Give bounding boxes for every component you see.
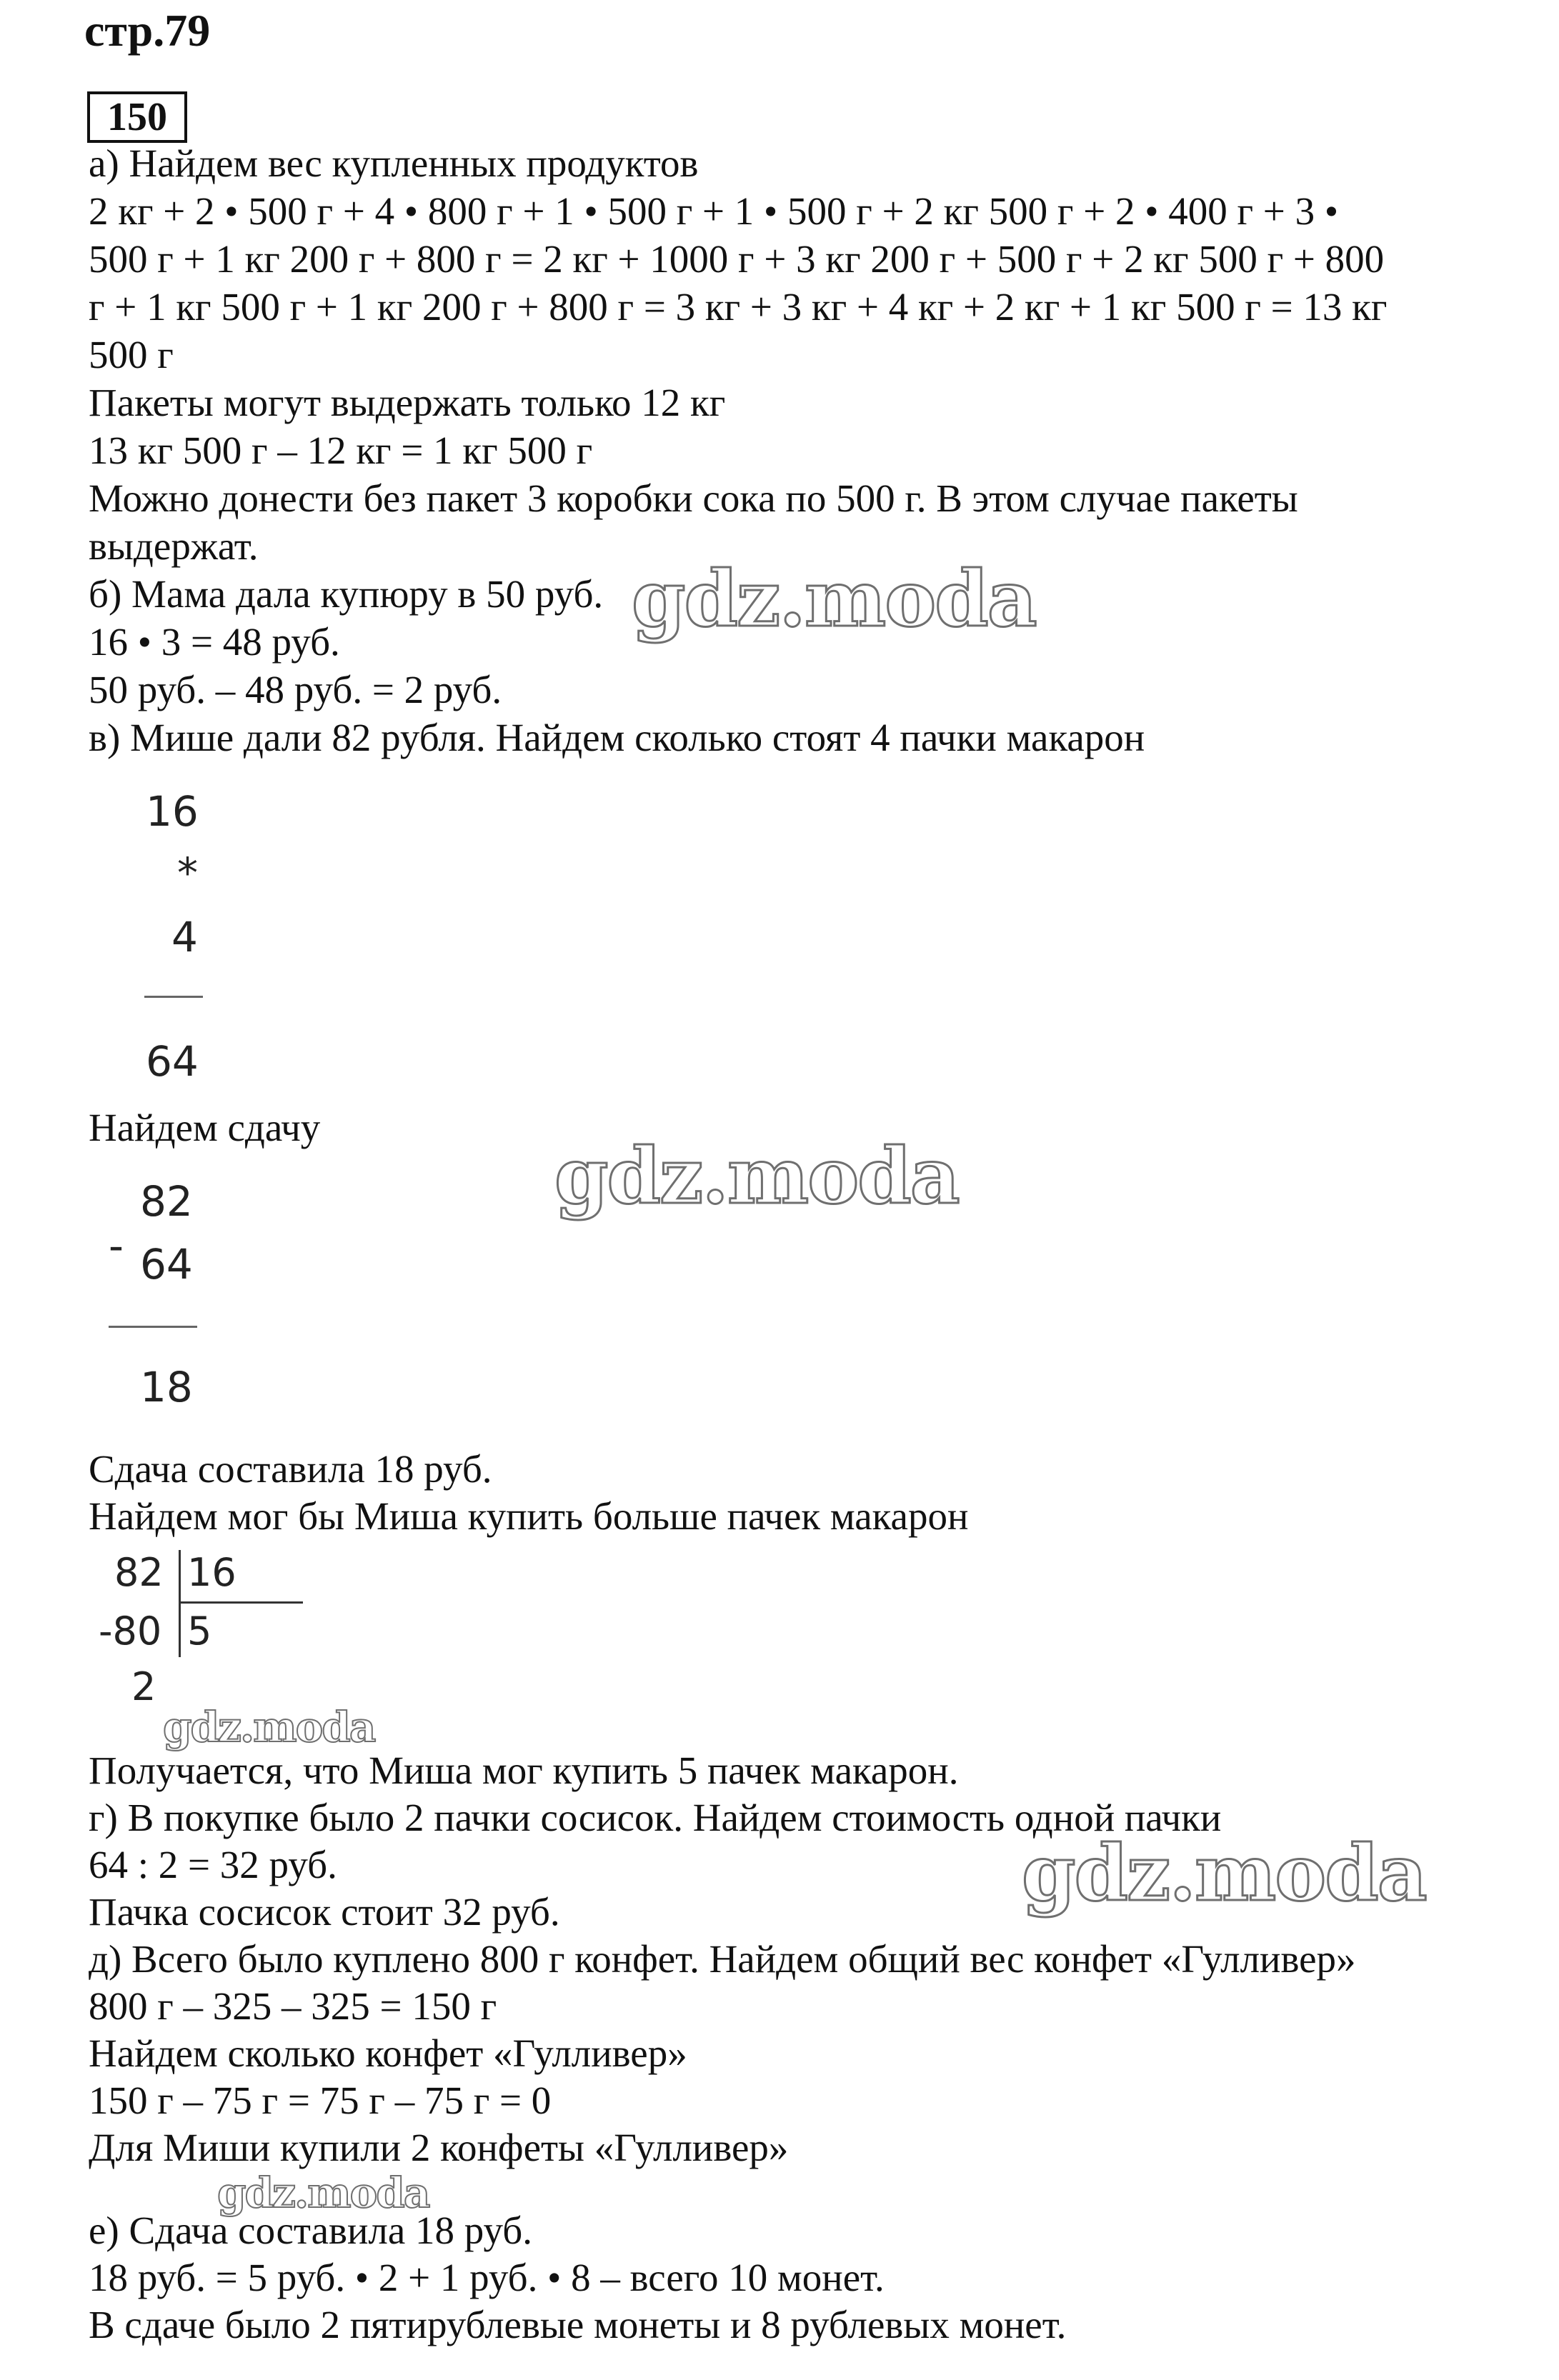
div-remainder: 2 [131, 1664, 156, 1709]
sub-minuend: 82 [140, 1177, 193, 1226]
sub-result: 18 [140, 1363, 193, 1411]
part-d-calc-1: 800 г – 325 – 325 = 150 г [89, 1984, 497, 2028]
part-a-intro: а) Найдем вес купленных продуктов [89, 141, 699, 185]
part-d-count-intro: Найдем сколько конфет «Гулливер» [89, 2031, 687, 2075]
mult-operator: * [177, 849, 198, 897]
div-quotient: 5 [187, 1609, 212, 1654]
change-result: Сдача составила 18 руб. [89, 1447, 492, 1491]
watermark-logo: gdz.moda [217, 2169, 429, 2217]
watermark-logo: gdz.moda [163, 1703, 375, 1751]
mult-result-rule [144, 996, 203, 998]
sub-operator: - [109, 1221, 124, 1270]
task-number-badge: 150 [87, 91, 187, 143]
sub-result-rule [109, 1326, 197, 1328]
mult-factor-a: 16 [146, 787, 199, 836]
part-d-calc-2: 150 г – 75 г = 75 г – 75 г = 0 [89, 2079, 552, 2122]
part-e-intro: е) Сдача составила 18 руб. [89, 2209, 533, 2252]
sub-subtrahend: 64 [140, 1240, 193, 1289]
part-g-result: Пачка сосисок стоит 32 руб. [89, 1890, 560, 1934]
part-e-calc: 18 руб. = 5 руб. • 2 + 1 руб. • 8 – всего 10 монет. [89, 2256, 885, 2299]
div-subtrahend: -80 [99, 1609, 162, 1654]
mult-factor-b: 4 [171, 913, 198, 961]
part-a-bag-limit: Пакеты могут выдержать только 12 кг [89, 381, 726, 424]
part-g-calc: 64 : 2 = 32 руб. [89, 1843, 337, 1886]
div-divisor: 16 [187, 1550, 236, 1595]
part-a-calc-line-2: 500 г + 1 кг 200 г + 800 г = 2 кг + 1000 г + 3 кг 200 г + 500 г + 2 кг 500 г + 800 [89, 237, 1385, 281]
div-dividend: 82 [114, 1550, 164, 1595]
more-packs-intro: Найдем мог бы Миша купить больше пачек макарон [89, 1494, 969, 1538]
div-vertical-rule [179, 1550, 181, 1657]
part-b-calc-1: 16 • 3 = 48 руб. [89, 620, 340, 664]
part-a-conclusion-line-2: выдержат. [89, 524, 259, 568]
part-g-intro: г) В покупке было 2 пачки сосисок. Найдем стоимость одной пачки [89, 1796, 1222, 1839]
change-intro: Найдем сдачу [89, 1106, 321, 1149]
watermark-logo: gdz.moda [632, 554, 1036, 644]
part-b-calc-2: 50 руб. – 48 руб. = 2 руб. [89, 668, 502, 711]
watermark-logo: gdz.moda [1022, 1829, 1426, 1919]
part-a-calc-line-3: г + 1 кг 500 г + 1 кг 200 г + 800 г = 3 кг + 3 кг + 4 кг + 2 кг + 1 кг 500 г = 13 кг [89, 285, 1388, 329]
part-b-intro: б) Мама дала купюру в 50 руб. [89, 572, 604, 616]
part-a-difference: 13 кг 500 г – 12 кг = 1 кг 500 г [89, 429, 593, 472]
div-horizontal-rule [180, 1601, 303, 1604]
part-a-calc-line-1: 2 кг + 2 • 500 г + 4 • 800 г + 1 • 500 г + 1 • 500 г + 2 кг 500 г + 2 • 400 г + 3 • [89, 189, 1339, 233]
more-packs-result: Получается, что Миша мог купить 5 пачек макарон. [89, 1749, 959, 1792]
page-number: стр.79 [84, 5, 211, 56]
part-d-result: Для Миши купили 2 конфеты «Гулливер» [89, 2126, 789, 2169]
watermark-logo: gdz.moda [554, 1131, 959, 1221]
part-v-intro: в) Мише дали 82 рубля. Найдем сколько стоят 4 пачки макарон [89, 716, 1145, 759]
part-a-calc-line-4: 500 г [89, 333, 174, 376]
part-a-conclusion-line-1: Можно донести без пакет 3 коробки сока по 500 г. В этом случае пакеты [89, 476, 1298, 520]
part-d-intro: д) Всего было куплено 800 г конфет. Найдем общий вес конфет «Гулливер» [89, 1937, 1356, 1981]
mult-result: 64 [146, 1037, 199, 1086]
part-e-result: В сдаче было 2 пятирублевые монеты и 8 рублевых монет. [89, 2303, 1067, 2346]
